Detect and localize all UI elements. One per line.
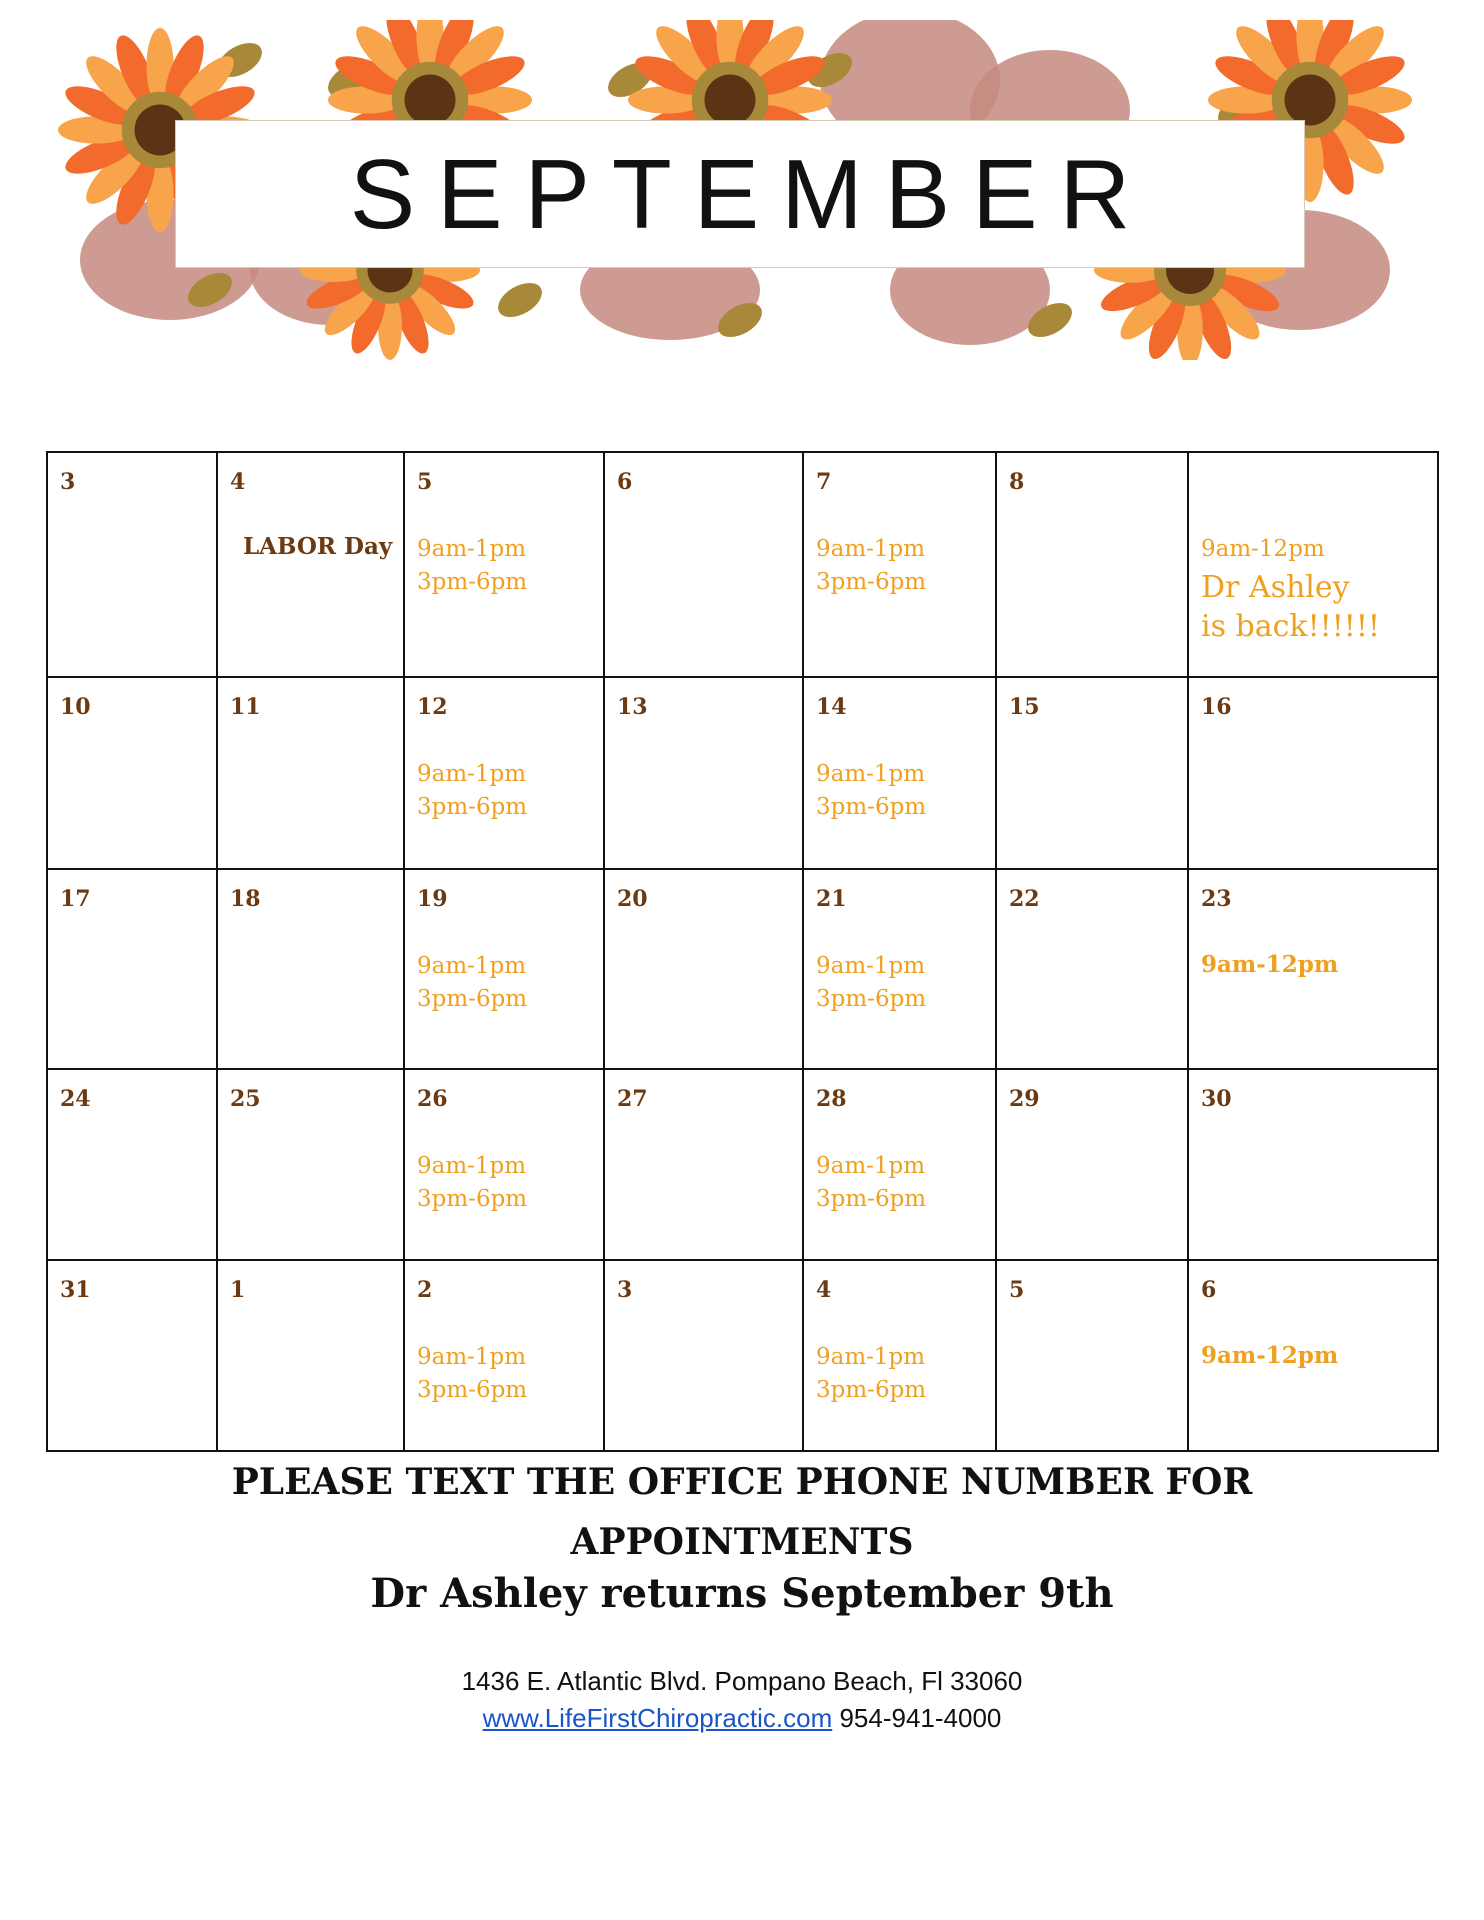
office-hours: 9am-1pm 3pm-6pm — [417, 1344, 528, 1403]
notice-line-2: APPOINTMENTS — [570, 1521, 914, 1563]
calendar-day-cell — [1188, 677, 1438, 869]
calendar-day-cell — [47, 452, 217, 677]
calendar-day-cell — [404, 869, 604, 1069]
day-number: 5 — [417, 469, 433, 495]
calendar-week-row — [47, 677, 1438, 869]
calendar-day-cell — [996, 869, 1188, 1069]
day-number: 11 — [230, 694, 261, 720]
day-number: 19 — [417, 886, 448, 912]
calendar-day-cell — [404, 677, 604, 869]
calendar-week-row — [47, 452, 1438, 677]
office-hours: 9am-1pm 3pm-6pm — [816, 953, 927, 1012]
day-number: 24 — [60, 1086, 91, 1112]
calendar-day-cell — [404, 1069, 604, 1260]
day-number: 30 — [1201, 1086, 1232, 1112]
announcement-note: Dr Ashley is back!!!!!! — [1201, 570, 1380, 644]
calendar-week-row — [47, 869, 1438, 1069]
calendar-day-cell — [996, 452, 1188, 677]
phone-number: 954-941-4000 — [839, 1703, 1002, 1733]
day-number: 13 — [617, 694, 648, 720]
day-number: 14 — [816, 694, 847, 720]
calendar-day-cell — [803, 1069, 996, 1260]
office-hours: 9am-1pm 3pm-6pm — [417, 761, 528, 820]
calendar-day-cell — [803, 869, 996, 1069]
calendar-day-cell — [996, 1260, 1188, 1451]
office-hours: 9am-1pm 3pm-6pm — [417, 536, 528, 595]
day-number: 21 — [816, 886, 847, 912]
office-hours: 9am-1pm 3pm-6pm — [417, 953, 528, 1012]
calendar-day-cell — [217, 1260, 404, 1451]
calendar-day-cell — [604, 869, 803, 1069]
day-number: 5 — [1009, 1277, 1025, 1303]
page-title: SEPTEMBER — [349, 138, 1153, 249]
day-number: 4 — [816, 1277, 832, 1303]
day-number: 2 — [417, 1277, 433, 1303]
calendar-day-cell — [604, 1069, 803, 1260]
calendar-day-cell — [803, 1260, 996, 1451]
title-box — [175, 120, 1305, 268]
sunflower-center-icon — [1285, 75, 1336, 126]
calendar-day-cell — [217, 452, 404, 677]
calendar-day-cell — [47, 1260, 217, 1451]
calendar-day-cell — [47, 1069, 217, 1260]
day-number: 16 — [1201, 694, 1232, 720]
holiday-label: LABOR Day — [243, 533, 393, 560]
calendar-day-cell — [217, 1069, 404, 1260]
day-number: 1 — [230, 1277, 246, 1303]
calendar-week-row — [47, 1260, 1438, 1451]
calendar-day-cell — [404, 1260, 604, 1451]
calendar-week-row — [47, 1069, 1438, 1260]
day-number: 4 — [230, 469, 246, 495]
calendar-day-cell — [803, 677, 996, 869]
day-number: 6 — [617, 469, 633, 495]
day-number: 20 — [617, 886, 648, 912]
calendar-day-cell — [803, 452, 996, 677]
day-number: 28 — [816, 1086, 847, 1112]
calendar-day-cell — [604, 452, 803, 677]
olive-leaf-icon — [492, 276, 548, 324]
website-link[interactable]: www.LifeFirstChiropractic.com — [482, 1703, 833, 1733]
office-hours: 9am-1pm 3pm-6pm — [816, 761, 927, 820]
sunflower-center-icon — [405, 75, 456, 126]
day-number: 7 — [816, 469, 832, 495]
return-notice: Dr Ashley returns September 9th — [370, 1570, 1114, 1617]
calendar-day-cell — [47, 869, 217, 1069]
office-hours: 9am-12pm — [1201, 951, 1339, 978]
day-number: 10 — [60, 694, 91, 720]
day-number: 29 — [1009, 1086, 1040, 1112]
appointment-notice — [0, 1452, 1484, 1572]
day-number: 26 — [417, 1086, 448, 1112]
day-number: 31 — [60, 1277, 91, 1303]
day-number: 22 — [1009, 886, 1040, 912]
office-hours: 9am-12pm — [1201, 1342, 1339, 1369]
calendar-day-cell — [1188, 869, 1438, 1069]
office-hours: 9am-1pm 3pm-6pm — [417, 1153, 528, 1212]
calendar-day-cell — [996, 1069, 1188, 1260]
address: 1436 E. Atlantic Blvd. Pompano Beach, Fl 33060 — [461, 1666, 1023, 1696]
day-number: 18 — [230, 886, 261, 912]
calendar-day-cell — [604, 1260, 803, 1451]
day-number: 27 — [617, 1086, 648, 1112]
day-number: 25 — [230, 1086, 261, 1112]
calendar-day-cell — [1188, 1260, 1438, 1451]
day-number: 3 — [617, 1277, 633, 1303]
sunflower-center-icon — [705, 75, 756, 126]
office-hours: 9am-12pm — [1201, 536, 1325, 562]
calendar-day-cell — [604, 677, 803, 869]
calendar-day-cell — [47, 677, 217, 869]
day-number: 6 — [1201, 1277, 1217, 1303]
calendar-day-cell — [217, 677, 404, 869]
day-number: 23 — [1201, 886, 1232, 912]
contact-line — [0, 1703, 1484, 1734]
calendar-day-cell — [996, 677, 1188, 869]
calendar-day-cell — [217, 869, 404, 1069]
office-hours: 9am-1pm 3pm-6pm — [816, 536, 927, 595]
calendar-grid — [46, 451, 1439, 1452]
day-number: 15 — [1009, 694, 1040, 720]
notice-line-1: PLEASE TEXT THE OFFICE PHONE NUMBER FOR — [231, 1461, 1253, 1503]
day-number: 17 — [60, 886, 91, 912]
calendar-day-cell — [1188, 1069, 1438, 1260]
day-number: 12 — [417, 694, 448, 720]
calendar-day-cell — [1188, 452, 1438, 677]
office-hours: 9am-1pm 3pm-6pm — [816, 1153, 927, 1212]
day-number: 8 — [1009, 469, 1025, 495]
office-hours: 9am-1pm 3pm-6pm — [816, 1344, 927, 1403]
day-number: 3 — [60, 469, 76, 495]
calendar-day-cell — [404, 452, 604, 677]
